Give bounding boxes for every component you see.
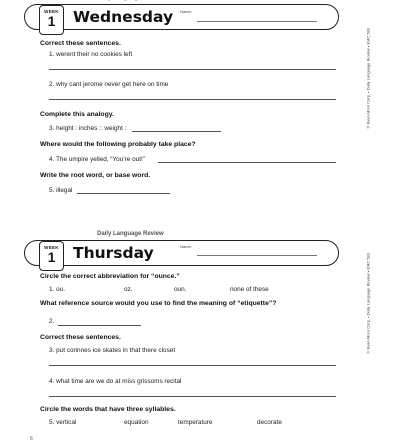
heading-analogy: Complete this analogy. xyxy=(40,111,114,118)
week-badge xyxy=(39,241,64,271)
word-temperature[interactable]: temperature xyxy=(178,419,213,426)
word-decorate[interactable]: decorate xyxy=(257,419,282,426)
item-3: 3. put corinnes ice skates in that there closet xyxy=(49,347,176,354)
answer-line-4[interactable] xyxy=(158,162,336,163)
heading-take-place: Where would the following probably take place? xyxy=(40,141,196,148)
answer-line-3[interactable] xyxy=(132,131,221,132)
sidebar-copyright: © Evan-Moor Corp. • Daily Language Review • EMC 583 xyxy=(365,253,370,354)
word-equation[interactable]: equation xyxy=(124,419,149,426)
item-2: 2. xyxy=(49,318,55,325)
choice-none[interactable]: none of these xyxy=(230,286,269,293)
item-4: 4. The umpire yelled, “You’re out!” xyxy=(49,156,145,163)
item-2: 2. why cant jerome never get here on time xyxy=(49,81,169,88)
heading-reference-source: What reference source would you use to find the meaning of “etiquette”? xyxy=(40,300,277,307)
day-title: Wednesday xyxy=(73,8,174,26)
choice-oun[interactable]: oun. xyxy=(174,286,187,293)
answer-line-1[interactable] xyxy=(49,69,336,70)
wednesday-banner xyxy=(24,4,339,30)
day-title: Thursday xyxy=(73,244,154,262)
heading-root-word: Write the root word, or base word. xyxy=(40,172,151,179)
name-field[interactable] xyxy=(197,255,317,256)
answer-line-3[interactable] xyxy=(49,365,336,366)
answer-line-4[interactable] xyxy=(49,396,336,397)
week-label: WEEK xyxy=(44,245,59,250)
item-3: 3. height : inches :: weight : xyxy=(49,125,127,132)
heading-correct-sentences: Correct these sentences. xyxy=(40,40,121,47)
item-5: 5. illegal xyxy=(49,187,73,194)
item-4: 4. what time are we do at miss grissoms recital xyxy=(49,378,182,385)
answer-line-2[interactable] xyxy=(58,325,141,326)
item-1: 1. werent their no cookies left xyxy=(49,51,133,58)
answer-line-5[interactable] xyxy=(77,193,170,194)
week-badge xyxy=(39,5,64,35)
choice-oz[interactable]: oz. xyxy=(124,286,133,293)
wednesday-section xyxy=(0,0,400,205)
item-5-first-word[interactable]: 5. vertical xyxy=(49,419,77,426)
page-number: 6 xyxy=(30,436,33,442)
series-title: Daily Language Review xyxy=(97,231,164,237)
name-label: Name: xyxy=(180,244,192,249)
item-1-number: 1. ou. xyxy=(49,286,65,293)
thursday-section xyxy=(0,230,400,445)
heading-abbreviation: Circle the correct abbreviation for “ounce.” xyxy=(40,273,180,280)
answer-line-2[interactable] xyxy=(49,99,336,100)
week-label: WEEK xyxy=(44,9,59,14)
week-number: 1 xyxy=(47,249,56,265)
name-label: Name: xyxy=(180,9,192,14)
heading-syllables: Circle the words that have three syllables. xyxy=(40,406,176,413)
week-number: 1 xyxy=(47,13,56,29)
sidebar-copyright: © Evan-Moor Corp. • Daily Language Review • EMC 583 xyxy=(365,28,370,129)
thursday-banner xyxy=(24,231,339,266)
heading-correct-sentences: Correct these sentences. xyxy=(40,334,121,341)
name-field[interactable] xyxy=(197,21,317,22)
series-title xyxy=(97,0,164,1)
